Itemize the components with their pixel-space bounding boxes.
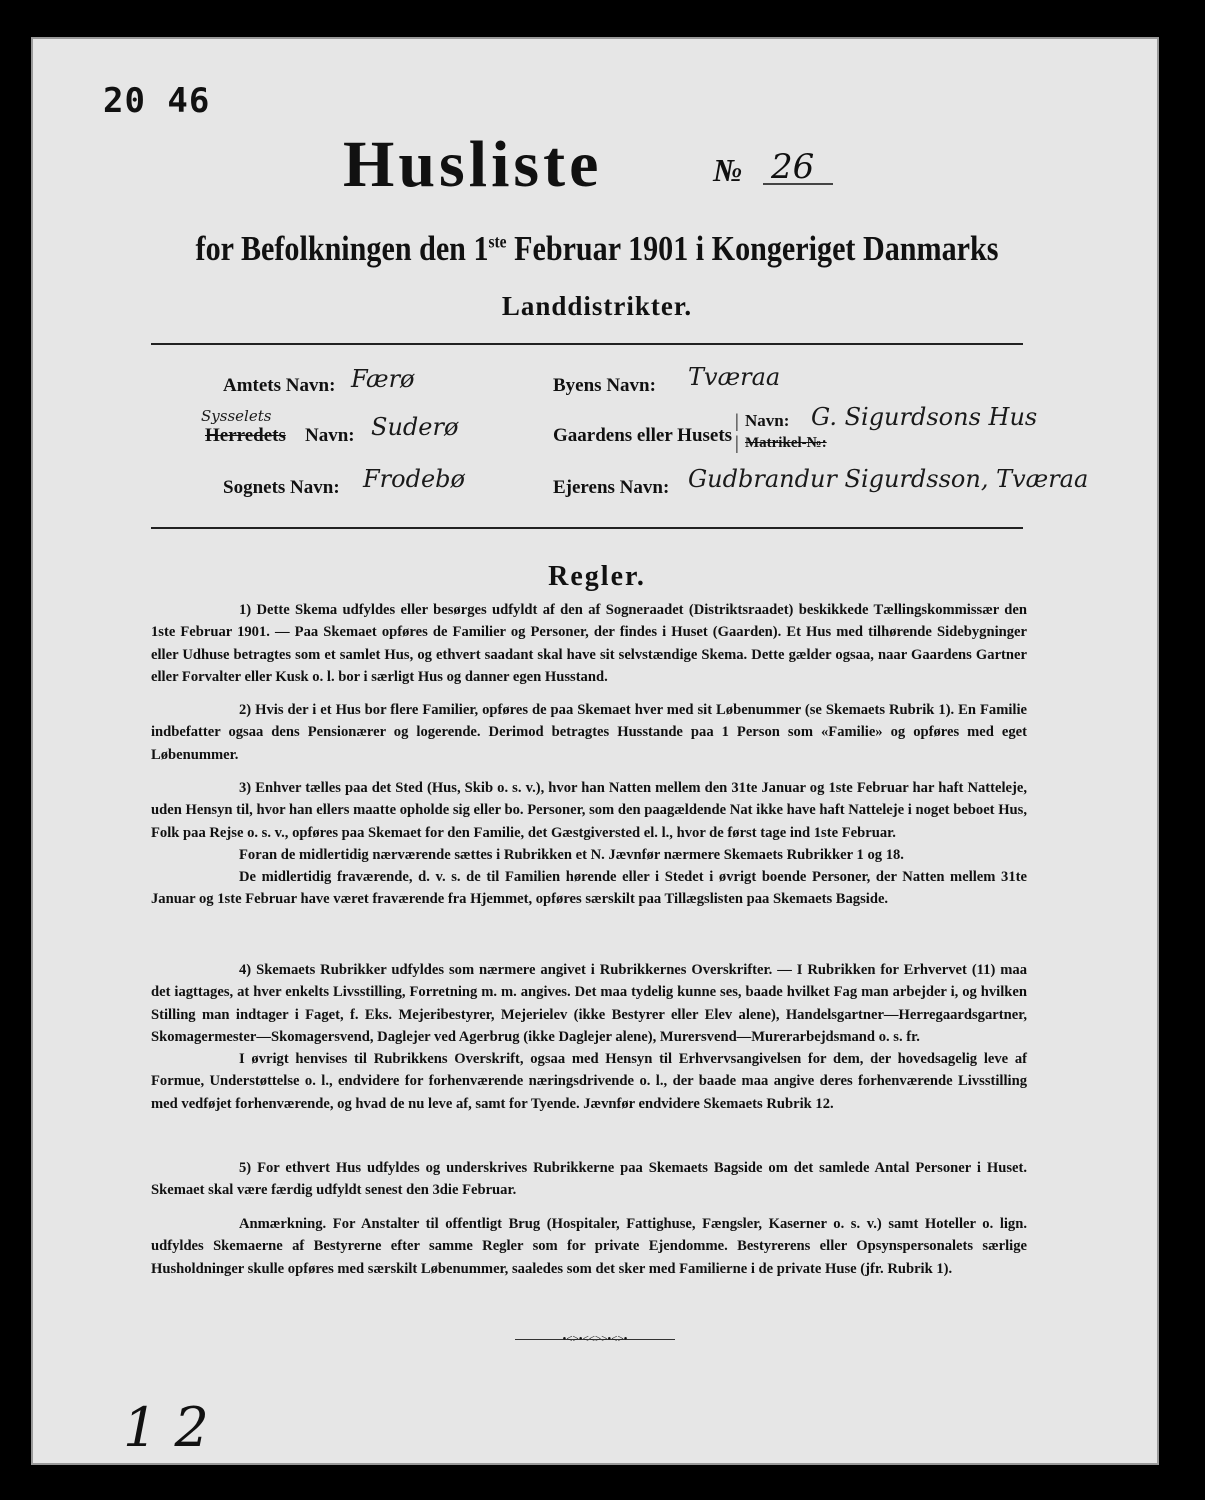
house-name-value: G. Sigurdsons Hus [811,403,1038,431]
note-text: For Anstalter til offentligt Brug (Hospitaler, Fattighuse, Fængsler, Kaserner o. s. v.) samt Hoteller o. lign. udfyldes Skemaerne af Bestyrerne efter samme Regler som for private Ejendomme. Bestyrerens eller Opsynspersonalets særlige Husholdninger skulle opføres med særskilt Løbenummer, saaledes som det sker med Familierne i de private Huse (jfr. Rubrik 1). [151,1216,1027,1277]
rule-2 [151,699,1027,766]
amt-label: Amtets Navn: [223,375,336,396]
subtitle [112,229,1082,269]
page-marker: 1 2 [123,1396,209,1459]
subtitle-pre: for Befolkningen den 1 [195,229,489,268]
subtitle-sup: ste [488,231,507,252]
rule-5 [151,1157,1027,1202]
gaard-label: Gaardens eller Husets [553,425,733,446]
owner-name-value: Gudbrandur Sigurdsson, Tværaa [688,465,1089,493]
page-title: Husliste [343,128,603,201]
rule-1-text: 1) Dette Skema udfyldes eller besørges udfyldt af den af Sogneraadet (Distriktsraadet) beskikkede Tællingskommissær den 1ste Februar 1901. — Paa Skemaet opføres de Familier og Personer, der findes i Huset (Gaarden). Et Hus med tilhørende Sidebygninger eller Udhuse betragtes som et samlet Hus, og ethvert saadant skal have sit selvstændige Skema. Dette gælder ogsaa, naar Gaardens Gartner eller Forvalter eller Kusk o. l. bor i særligt Hus og danner egen Husstand. [151,602,1027,685]
syssel-label: Navn: [305,425,355,446]
census-sheet [31,37,1159,1465]
rule-3-text-a: 3) Enhver tælles paa det Sted (Hus, Skib o. s. v.), hvor han Natten mellem den 31te Januar og 1ste Februar har haft Natteleje, uden Hensyn til, hvor han ellers maatte opholde sig eller bo. Personer, som den paagældende Nat ikke have haft Natteleje i noget beboet Hus, Folk paa Rejse o. s. v., opføres paa Skemaet for den Familie, det Gæstgiversted el. l., hvor de først tage ind 1ste Februar. [151,780,1027,841]
rule-3-text-b: Foran de midlertidig nærværende sættes i Rubrikken et N. Jævnfør nærmere Skemaets Rubrikker 1 og 18. [239,846,904,863]
by-value: Tværaa [688,363,781,391]
rule-4-text-a: 4) Skemaets Rubrikker udfyldes som nærmere angivet i Rubrikkernes Overskrifter. — I Rubrikken for Erhvervet (11) maa det iagttages, at hver enkelts Livsstilling, Forretning m. m. angives. Det maa tydelig kunne ses, baade hvilket Fag man arbejder i, og hvilken Stilling man indtager i Faget, f. Eks. Mejeribestyrer, Mejerielev (ikke Bestyrer eller Elev alene), Handelsgartner—Herregaardsgartner, Skomagermester—Skomagersvend, Daglejer ved Agerbrug (ikke Daglejer alene), Murersvend—Murerarbejdsmand o. s. fr. [151,962,1027,1045]
sogn-value: Frodebø [363,465,465,493]
note-label: Anmærkning. [239,1216,327,1232]
rule-3 [151,777,1027,911]
syssel-struck: Herredets [205,425,286,446]
number-underline [763,183,833,185]
rule-4-text-b: I øvrigt henvises til Rubrikkens Overskrift, ogsaa med Hensyn til Erhvervsangivelsen for dem, der hovedsagelig leve af Formue, Understøttelse o. l., endvidere for forhenværende næringsdrivende o. l., der baade maa angive deres forhenværende Livsstilling med vedføjet forhenværende, og hvad de nu leve af, samt for Tyende. Jævnfør endvidere Skemaets Rubrik 12. [151,1051,1027,1112]
ornament-divider [515,1329,675,1345]
sogn-label: Sognets Navn: [223,477,340,498]
amt-value: Færø [351,365,415,393]
rule-5-text: 5) For ethvert Hus udfyldes og underskrives Rubrikkerne paa Skemaets Bagside om det samlede Antal Personer i Huset. Skemaet skal være færdig udfyldt senest den 3die Februar. [151,1160,1027,1199]
archive-stamp-number: 20 46 [103,81,211,121]
top-divider [151,343,1023,345]
note [151,1213,1027,1280]
syssel-written: Sysselets [201,407,272,425]
number-sign: № [713,152,743,188]
rule-1 [151,599,1027,688]
matrikel-label: Matrikel-№: [745,435,827,451]
rule-3-text-c: De midlertidig fraværende, d. v. s. de til Familien hørende eller i Stedet i øvrigt boende Personer, der Natten mellem 31te Januar og 1ste Februar have været fraværende fra Hjemmet, opføres særskilt paa Tillægslisten paa Skemaets Bagside. [151,869,1027,908]
rules-heading: Regler. [548,561,646,592]
rule-2-text: 2) Hvis der i et Hus bor flere Familier, opføres de paa Skemaet hver med sit Løbenummer (se Skemaets Rubrik 1). En Familie indbefatter ogsaa dens Pensionærer og logerende. Derimod betragtes Husstande paa 1 Person som «Familie» og opføres med eget Løbenummer. [151,702,1027,763]
navn-label: Navn: [745,411,790,430]
by-label: Byens Navn: [553,375,656,396]
bottom-divider [151,527,1023,529]
ejer-label: Ejerens Navn: [553,477,670,498]
syssel-value: Suderø [371,413,459,441]
rule-4 [151,959,1027,1115]
field-brace: | | [735,411,739,454]
district-heading: Landdistrikter. [501,291,693,321]
subtitle-post: Februar 1901 i Kongeriget Danmarks [506,229,999,268]
list-number-value: 26 [771,147,815,187]
ornament-text: •<>•<<>>•<>• [562,1333,628,1345]
